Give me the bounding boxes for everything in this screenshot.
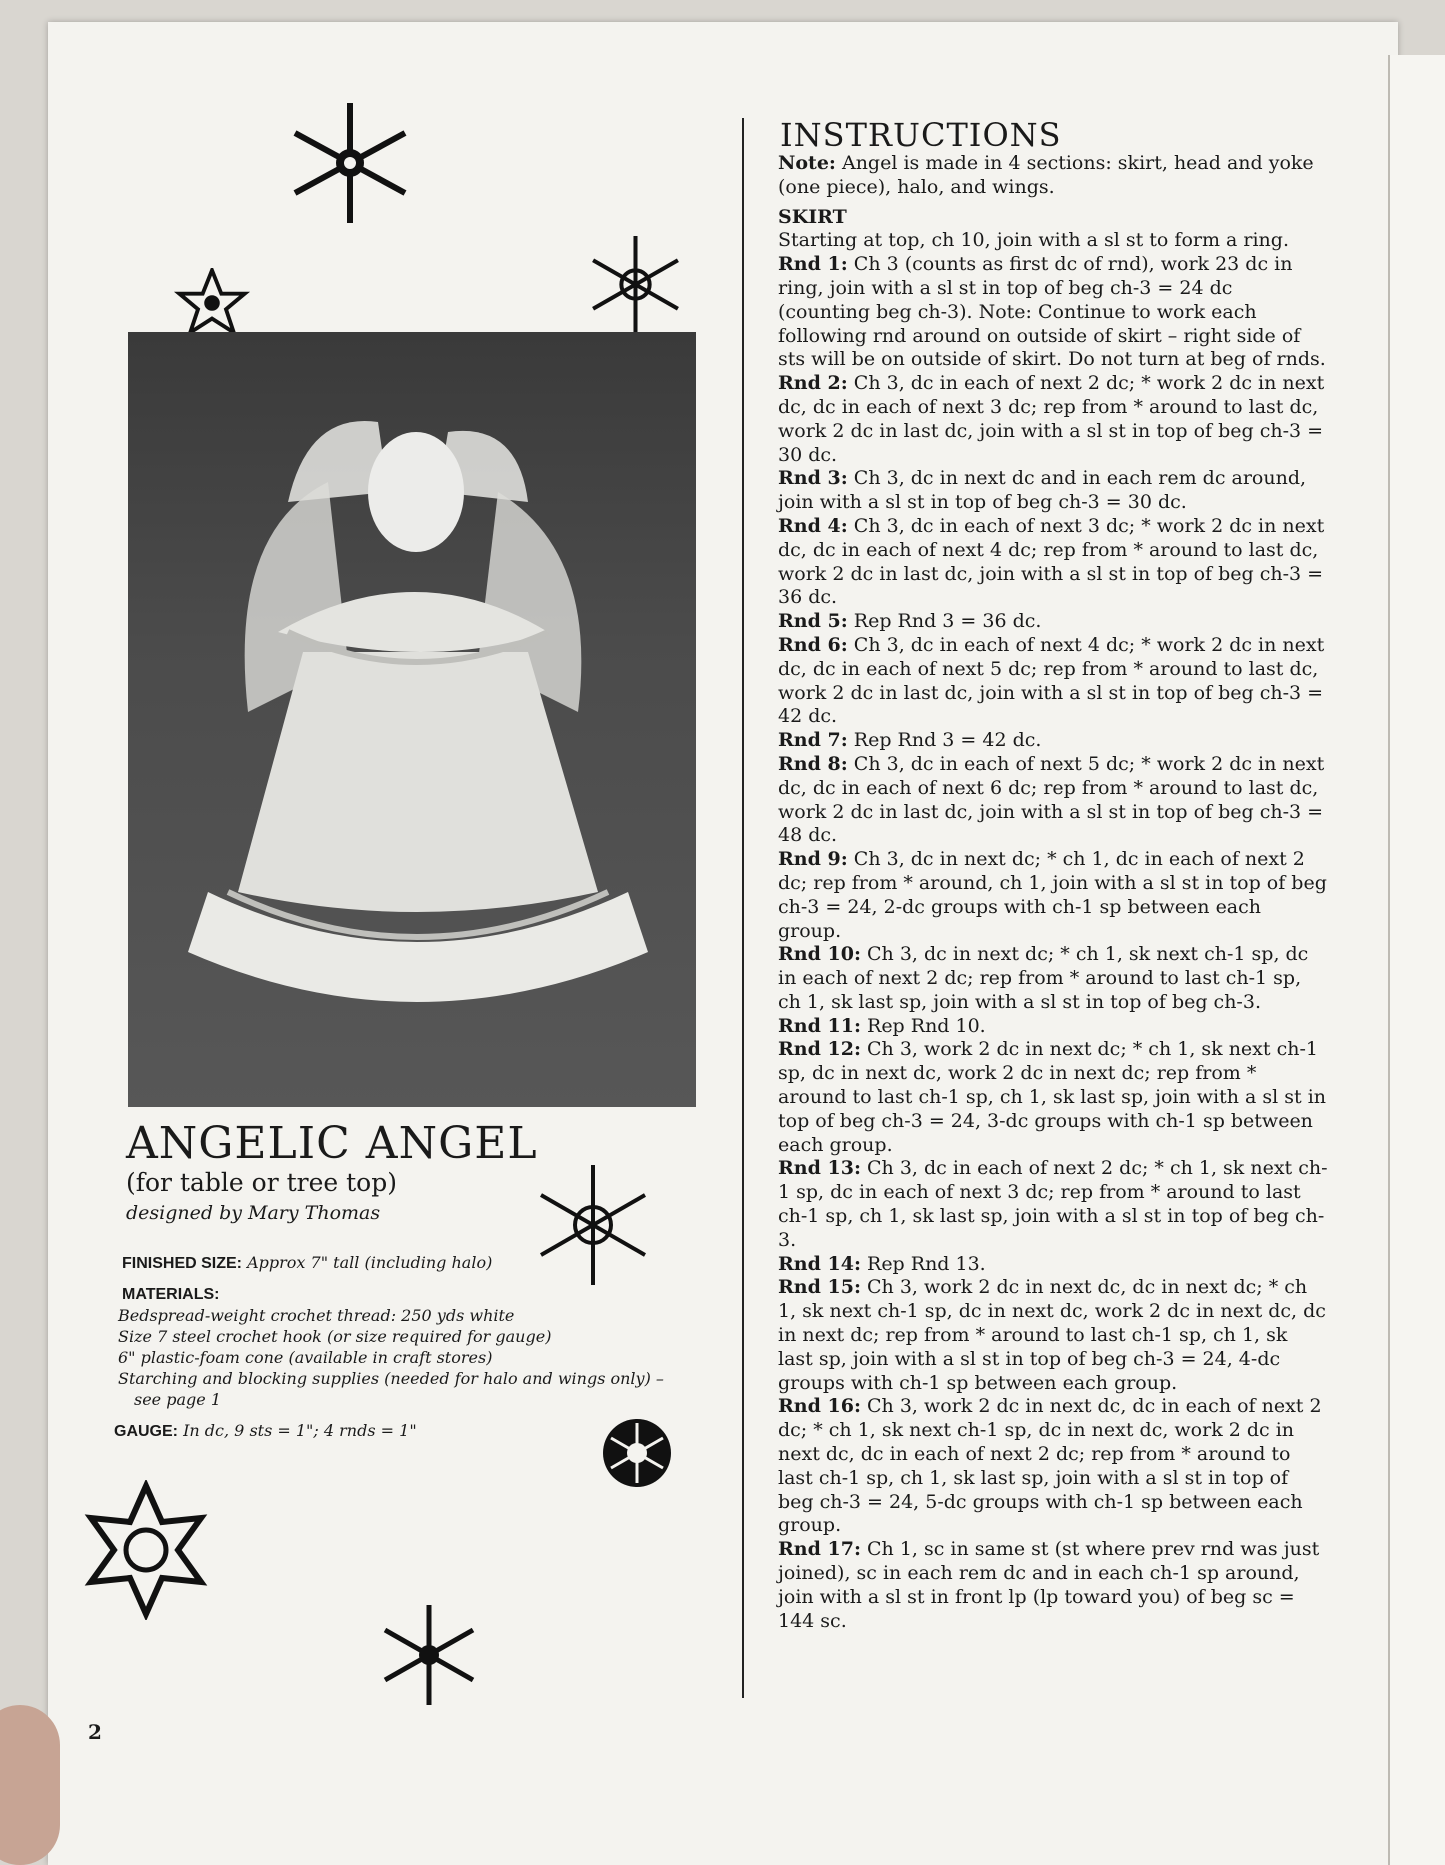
round-label: Rnd 3:: [778, 467, 848, 490]
round-text: Ch 3, dc in each of next 2 dc; * ch 1, sk next ch-1 sp, dc in each of next 3 dc; rep from * around to last ch-1 sp, ch 1, sk last sp, join with a sl st in top of beg ch-3.: [778, 1157, 1328, 1251]
round-label: Rnd 1:: [778, 253, 848, 276]
material-item: see page 1: [134, 1390, 221, 1409]
snowflake-icon: [374, 1600, 484, 1710]
round-11: [778, 1015, 1328, 1039]
skirt-heading: SKIRT: [778, 205, 847, 228]
finished-size: [122, 1253, 492, 1273]
round-8: [778, 753, 1328, 848]
round-text: Ch 3, work 2 dc in next dc, dc in each of next 2 dc; * ch 1, sk next ch-1 sp, dc in next dc, work 2 dc in next dc, dc in each of next 2 dc; rep from * around to last ch-1 sp, ch 1, sk last sp, join with a sl st in top of beg ch-3 = 24, 5-dc groups with ch-1 sp between each group.: [778, 1395, 1322, 1537]
round-2: [778, 372, 1328, 467]
gauge: [114, 1421, 417, 1441]
finished-size-value: Approx 7" tall (including halo): [247, 1253, 493, 1272]
round-16: [778, 1395, 1328, 1538]
pattern-title: ANGELIC ANGEL: [126, 1118, 538, 1169]
round-text: Ch 3, work 2 dc in next dc; * ch 1, sk next ch-1 sp, dc in next dc, work 2 dc in next dc; rep from * around to last ch-1 sp, ch 1, sk last sp, join with a sl st in top of beg ch-3 = 24, 3-dc groups with ch-1 sp between each group.: [778, 1038, 1327, 1156]
round-label: Rnd 4:: [778, 514, 848, 537]
instructions-body: [778, 152, 1328, 1633]
finished-size-label: FINISHED SIZE:: [122, 1255, 243, 1272]
round-text: Ch 3, work 2 dc in next dc, dc in next dc; * ch 1, sk next ch-1 sp, dc in next dc, work 2 dc in next dc, dc in next dc; rep from * around to last ch-1 sp, ch 1, sk last sp, join with a sl st in top of beg ch-3 = 24, 4-dc groups with ch-1 sp between each group.: [778, 1276, 1326, 1394]
round-label: Rnd 11:: [778, 1014, 861, 1037]
next-page-edge: [1388, 55, 1445, 1865]
round-5: [778, 610, 1328, 634]
material-item: Starching and blocking supplies (needed for halo and wings only) –: [118, 1369, 664, 1388]
round-label: Rnd 5:: [778, 610, 848, 633]
round-text: Ch 3, dc in next dc; * ch 1, sk next ch-1 sp, dc in each of next 2 dc; rep from * around to last ch-1 sp, ch 1, sk last sp, join with a sl st in top of beg ch-3.: [778, 943, 1309, 1013]
round-label: Rnd 10:: [778, 943, 861, 966]
round-label: Rnd 17:: [778, 1538, 861, 1561]
snowflake-icon: [596, 1412, 678, 1494]
pattern-subtitle: (for table or tree top): [126, 1168, 397, 1197]
round-6: [778, 634, 1328, 729]
round-3: [778, 467, 1328, 515]
snowflake-icon: [280, 98, 420, 228]
thumb: [0, 1705, 60, 1865]
round-text: Ch 1, sc in same st (st where prev rnd was just joined), sc in each rem dc and in each ch-1 sp around, join with a sl st in front lp (lp toward you) of beg sc = 144 sc.: [778, 1538, 1320, 1632]
round-label: Rnd 6:: [778, 633, 848, 656]
round-12: [778, 1038, 1328, 1157]
gauge-value: In dc, 9 sts = 1"; 4 rnds = 1": [183, 1421, 417, 1440]
round-10: [778, 943, 1328, 1014]
round-label: Rnd 12:: [778, 1038, 861, 1061]
material-item: Bedspread-weight crochet thread: 250 yds white: [118, 1306, 515, 1325]
round-label: Rnd 2:: [778, 372, 848, 395]
round-4: [778, 515, 1328, 610]
round-text: Ch 3, dc in next dc and in each rem dc around, join with a sl st in top of beg ch-3 = 30 dc.: [778, 467, 1307, 514]
angel-figure-illustration: [128, 332, 696, 1107]
snowflake-icon: [583, 232, 688, 337]
round-label: Rnd 8:: [778, 752, 848, 775]
round-text: Ch 3, dc in each of next 3 dc; * work 2 dc in next dc, dc in each of next 4 dc; rep from * around to last dc, work 2 dc in last dc, join with a sl st in top of beg ch-3 = 36 dc.: [778, 514, 1325, 609]
round-label: Rnd 15:: [778, 1276, 861, 1299]
angel-photo: [128, 332, 696, 1107]
gauge-label: GAUGE:: [114, 1423, 178, 1440]
round-text: Rep Rnd 3 = 36 dc.: [847, 610, 1042, 633]
note: Note: Angel is made in 4 sections: skirt, head and yoke (one piece), halo, and wings.: [778, 152, 1314, 198]
round-17: [778, 1538, 1328, 1633]
snowflake-icon: [528, 1160, 658, 1290]
round-text: Ch 3, dc in each of next 5 dc; * work 2 dc in next dc, dc in each of next 6 dc; rep from * around to last dc, work 2 dc in last dc, join with a sl st in top of beg ch-3 = 48 dc.: [778, 752, 1325, 847]
material-item: Size 7 steel crochet hook (or size required for gauge): [118, 1327, 552, 1346]
round-label: Rnd 9:: [778, 848, 848, 871]
round-7: [778, 729, 1328, 753]
round-text: Ch 3, dc in each of next 2 dc; * work 2 dc in next dc, dc in each of next 3 dc; rep from * around to last dc, work 2 dc in last dc, join with a sl st in top of beg ch-3 = 30 dc.: [778, 372, 1325, 466]
round-15: [778, 1276, 1328, 1395]
round-text: Ch 3, dc in next dc; * ch 1, dc in each of next 2 dc; rep from * around, ch 1, join with a sl st in top of beg ch-3 = 24, 2-dc groups with ch-1 sp between each group.: [778, 848, 1327, 942]
round-text: Ch 3, dc in each of next 4 dc; * work 2 dc in next dc, dc in each of next 5 dc; rep from * around to last dc, work 2 dc in last dc, join with a sl st in top of beg ch-3 = 42 dc.: [778, 633, 1325, 728]
page-number: 2: [88, 1720, 102, 1744]
round-1: [778, 253, 1328, 372]
round-text: Rep Rnd 3 = 42 dc.: [847, 729, 1042, 752]
designer-credit: designed by Mary Thomas: [126, 1202, 381, 1224]
round-label: Rnd 7:: [778, 729, 848, 752]
material-item: 6" plastic-foam cone (available in craft stores): [118, 1348, 493, 1367]
round-9: [778, 848, 1328, 943]
column-divider: [742, 118, 744, 1698]
round-text: Rep Rnd 13.: [860, 1252, 986, 1275]
round-label: Rnd 13:: [778, 1157, 861, 1180]
round-label: Rnd 14:: [778, 1252, 861, 1275]
rounds-list: [778, 253, 1328, 1633]
round-text: Ch 3 (counts as first dc of rnd), work 23 dc in ring, join with a sl st in top of beg ch-3 = 24 dc (counting beg ch-3). Note: Continue to work each following rnd around on outside of skirt – right side of sts will be on outside of skirt. Do not turn at beg of rnds.: [778, 253, 1326, 371]
skirt-intro: Starting at top, ch 10, join with a sl st to form a ring.: [778, 229, 1289, 252]
snowflake-icon: [152, 268, 272, 338]
round-13: [778, 1157, 1328, 1252]
materials-label: MATERIALS:: [122, 1286, 220, 1303]
round-label: Rnd 16:: [778, 1395, 861, 1418]
round-14: [778, 1253, 1328, 1277]
instructions-heading: INSTRUCTIONS: [780, 116, 1062, 154]
round-text: Rep Rnd 10.: [860, 1014, 986, 1037]
snowflake-icon: [76, 1480, 216, 1620]
